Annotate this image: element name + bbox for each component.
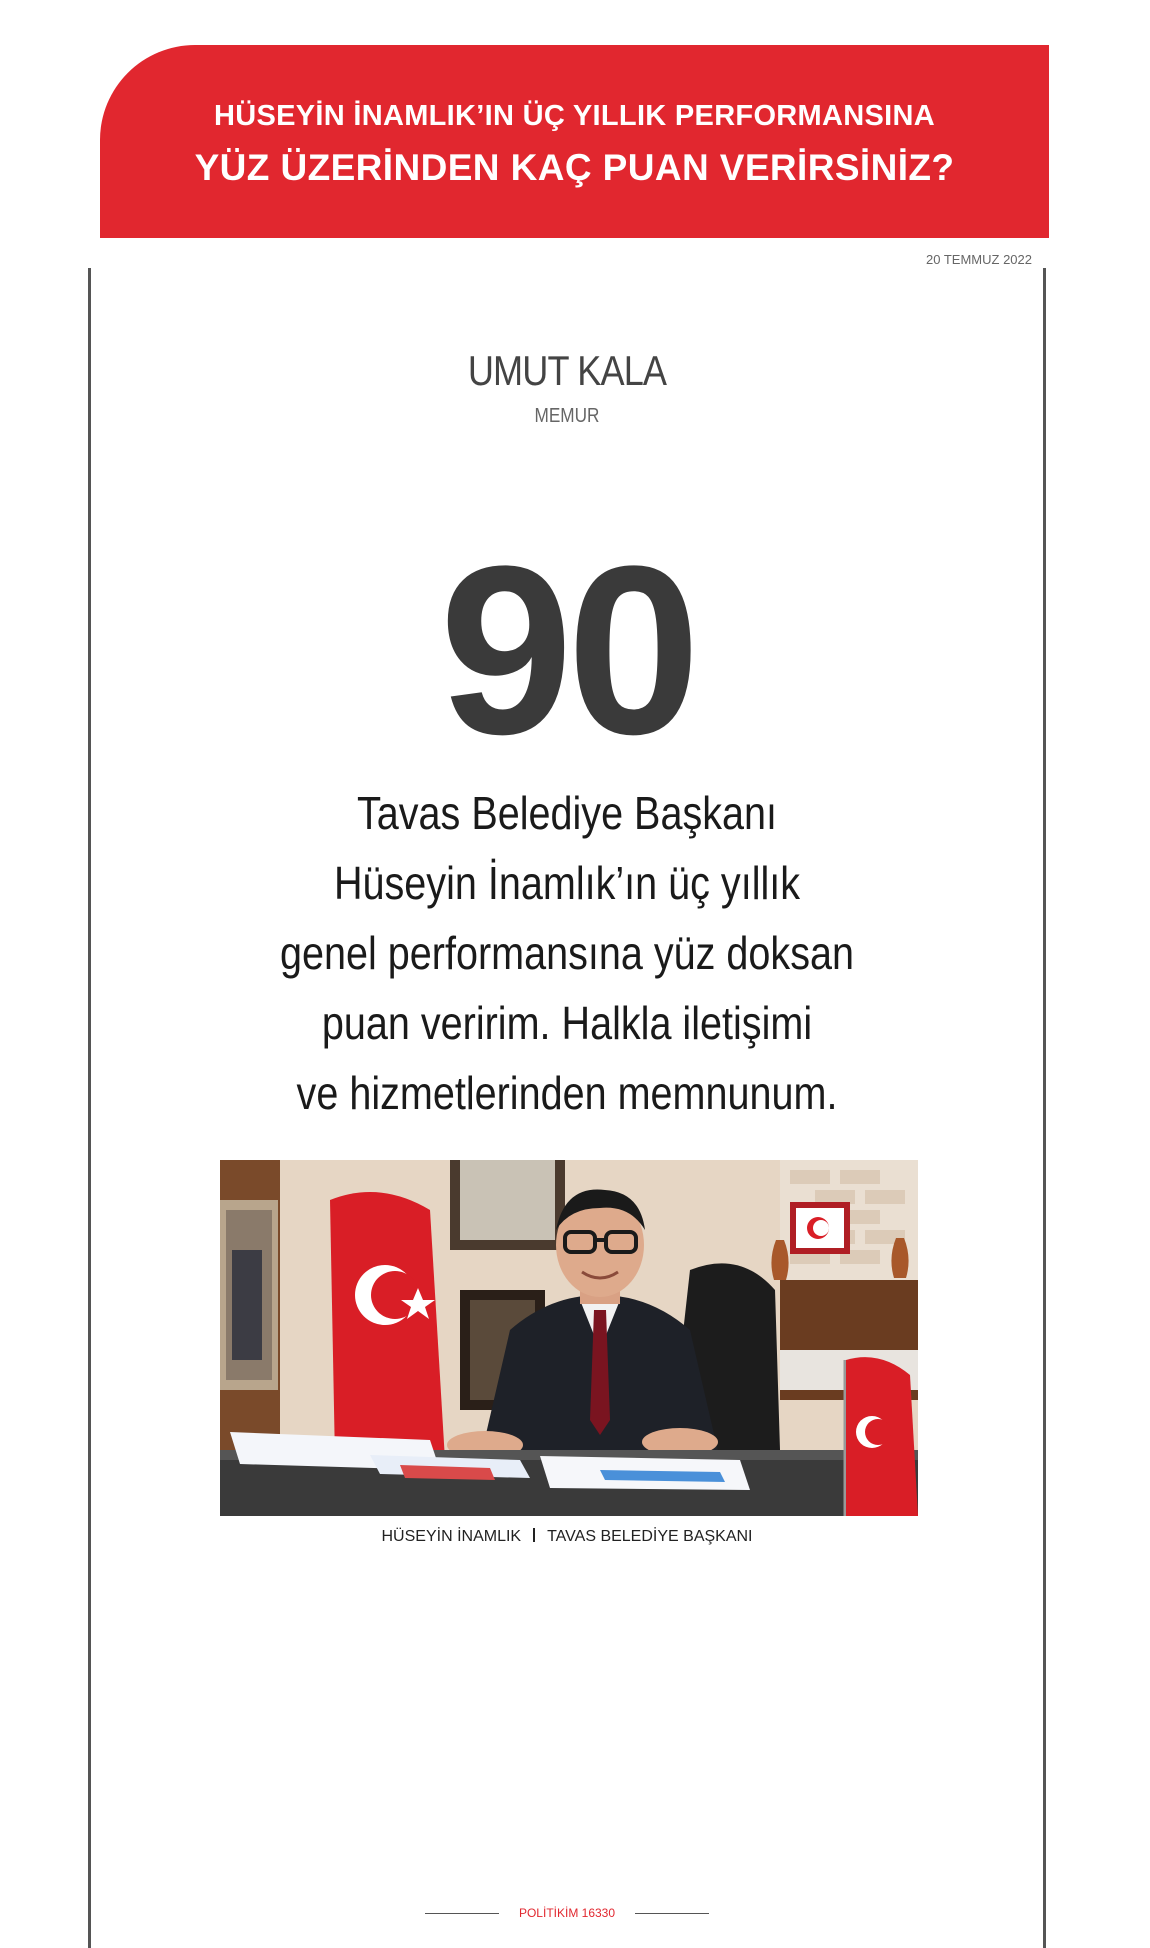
publication-date: 20 TEMMUZ 2022 <box>926 252 1032 267</box>
caption-name: HÜSEYİN İNAMLIK <box>381 1528 522 1545</box>
portrait-photo-icon <box>220 1160 918 1516</box>
footer <box>0 1906 1134 1920</box>
statement-line: ve hizmetlerinden memnunum. <box>296 1067 838 1119</box>
statement-line: puan veririm. Halkla iletişimi <box>321 997 813 1049</box>
caption-title: TAVAS BELEDİYE BAŞKANI <box>547 1528 753 1545</box>
footer-rule-right <box>635 1913 709 1914</box>
statement-line: genel performansına yüz doksan <box>280 927 854 979</box>
photo-caption <box>0 1528 1134 1546</box>
statement-line: Tavas Belediye Başkanı <box>356 787 778 839</box>
mayor-photo <box>220 1160 918 1516</box>
statement-quote <box>0 778 1134 1128</box>
header-banner <box>100 45 1049 238</box>
statement-line: Hüseyin İnamlık’ın üç yıllık <box>333 857 801 909</box>
author-role: MEMUR <box>534 405 600 427</box>
footer-text: POLİTİKİM 16330 <box>518 1906 616 1920</box>
headline-question-line-2: YÜZ ÜZERİNDEN KAÇ PUAN VERİRSİNİZ? <box>194 147 955 188</box>
footer-rule-left <box>425 1913 499 1914</box>
caption-separator <box>533 1528 535 1542</box>
author-name: UMUT KALA <box>467 347 667 394</box>
headline-question-line-1: HÜSEYİN İNAMLIK’IN ÜÇ YILLIK PERFORMANSINA <box>214 100 935 132</box>
score-value: 90 <box>439 516 695 784</box>
